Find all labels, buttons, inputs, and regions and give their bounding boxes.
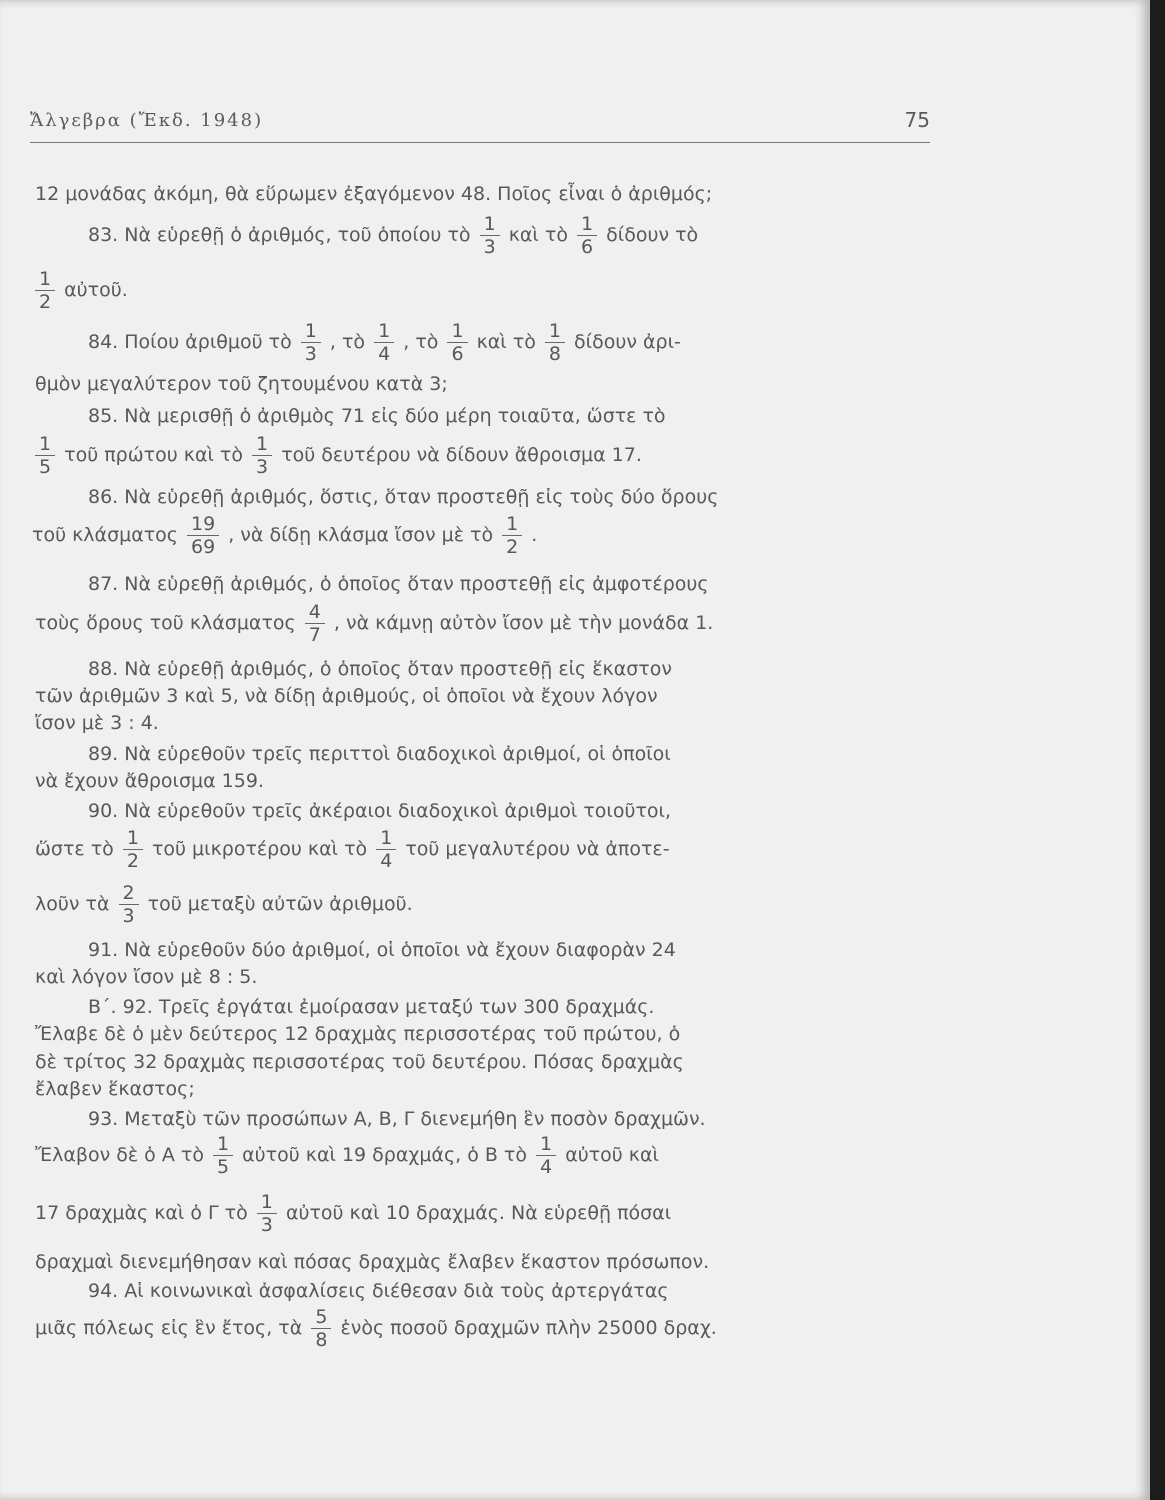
denominator: 4 bbox=[380, 850, 393, 872]
text-run: τοῦ δευτέρου νὰ δίδουν ἄθροισμα 17. bbox=[281, 444, 642, 466]
numerator: 1 bbox=[502, 513, 522, 536]
text-run: δίδουν ἀρι- bbox=[574, 331, 681, 353]
denominator: 8 bbox=[315, 1329, 328, 1351]
fraction bbox=[35, 433, 55, 478]
numerator: 1 bbox=[123, 827, 143, 850]
denominator: 3 bbox=[304, 343, 317, 365]
text-run: , νὰ δίδῃ κλάσμα ἴσον μὲ τὸ bbox=[228, 524, 494, 546]
text-run: τοὺς ὅρους τοῦ κλάσματος bbox=[35, 612, 296, 634]
problem-92-line: Β΄. 92. Τρεῖς ἐργάται ἐμοίρασαν μεταξύ των 300 δραχμάς. bbox=[88, 996, 655, 1018]
numerator: 1 bbox=[536, 1133, 556, 1156]
numerator: 1 bbox=[374, 320, 394, 343]
text-run: τοῦ πρώτου καὶ τὸ bbox=[64, 444, 243, 466]
text-line bbox=[35, 601, 713, 646]
denominator: 5 bbox=[39, 456, 52, 478]
text-run: καὶ τὸ bbox=[476, 331, 536, 353]
text-run: 83. Νὰ εὑρεθῇ ὁ ἀριθμός, τοῦ ὁποίου τὸ bbox=[88, 224, 471, 246]
numerator: 1 bbox=[257, 1191, 277, 1214]
text-line bbox=[32, 433, 642, 478]
denominator: 3 bbox=[256, 456, 269, 478]
denominator: 2 bbox=[126, 850, 139, 872]
text-run: τοῦ κλάσματος bbox=[32, 524, 178, 546]
text-run: μιᾶς πόλεως εἰς ἓν ἔτος, τὰ bbox=[35, 1317, 303, 1339]
text-run: δίδουν τὸ bbox=[606, 224, 699, 246]
fraction bbox=[305, 601, 325, 646]
page-edge-shadow bbox=[1150, 0, 1165, 1500]
denominator: 6 bbox=[581, 236, 594, 258]
problem-91-line: 91. Νὰ εὑρεθοῦν δύο ἀριθμοί, οἱ ὁποῖοι νὰ ἔχουν διαφορὰν 24 bbox=[88, 939, 676, 961]
text-run: αὐτοῦ καὶ bbox=[565, 1144, 659, 1166]
denominator: 4 bbox=[540, 1156, 553, 1178]
text-line: καὶ λόγον ἴσον μὲ 8 : 5. bbox=[35, 966, 258, 988]
problem-90-line: 90. Νὰ εὑρεθοῦν τρεῖς ἀκέραιοι διαδοχικοὶ ἀριθμοὶ τοιοῦτοι, bbox=[88, 800, 671, 822]
problem-83-line bbox=[88, 213, 698, 258]
problem-87-line: 87. Νὰ εὑρεθῇ ἀριθμός, ὁ ὁποῖος ὅταν προστεθῇ εἰς ἀμφοτέρους bbox=[88, 573, 709, 595]
numerator: 1 bbox=[252, 433, 272, 456]
fraction bbox=[480, 213, 500, 258]
text-run: , τὸ bbox=[329, 331, 366, 353]
fraction bbox=[502, 513, 522, 558]
fraction bbox=[374, 320, 394, 365]
fraction bbox=[376, 827, 396, 872]
fraction bbox=[119, 882, 139, 927]
denominator: 2 bbox=[506, 536, 519, 558]
denominator: 4 bbox=[378, 343, 391, 365]
text-run: αὐτοῦ καὶ 19 δραχμάς, ὁ Β τὸ bbox=[242, 1144, 527, 1166]
text-line: 12 μονάδας ἀκόμη, θὰ εὕρωμεν ἐξαγόμενον 48. Ποῖος εἶναι ὁ ἀριθμός; bbox=[35, 183, 713, 205]
denominator: 7 bbox=[308, 624, 321, 646]
denominator: 3 bbox=[260, 1214, 273, 1236]
text-run: τοῦ μεγαλυτέρου νὰ ἀποτε- bbox=[405, 838, 670, 860]
numerator: 1 bbox=[213, 1133, 233, 1156]
text-run: λοῦν τὰ bbox=[35, 893, 110, 915]
running-title: Ἄλγεβρα (Ἔκδ. 1948) bbox=[30, 110, 264, 131]
numerator: 1 bbox=[545, 320, 565, 343]
text-run: ὥστε τὸ bbox=[35, 838, 114, 860]
fraction bbox=[447, 320, 467, 365]
text-line bbox=[35, 1191, 671, 1236]
text-line: Ἔλαβε δὲ ὁ μὲν δεύτερος 12 δραχμὰς περισσοτέρας τοῦ πρώτου, ὁ bbox=[35, 1023, 681, 1045]
text-line: δραχμαὶ διενεμήθησαν καὶ πόσας δραχμὰς ἔλαβεν ἕκαστον πρόσωπον. bbox=[35, 1251, 710, 1273]
text-line: ἴσον μὲ 3 : 4. bbox=[35, 712, 159, 734]
denominator: 3 bbox=[122, 905, 135, 927]
problem-84-line bbox=[88, 320, 681, 365]
text-run: . bbox=[531, 524, 538, 546]
fraction bbox=[577, 213, 597, 258]
text-run: 17 δραχμὰς καὶ ὁ Γ τὸ bbox=[35, 1202, 248, 1224]
problem-94-line: 94. Αἱ κοινωνικαὶ ἀσφαλίσεις διέθεσαν διὰ τοὺς ἀρτεργάτας bbox=[88, 1280, 669, 1302]
denominator: 69 bbox=[190, 536, 216, 558]
problem-93-line: 93. Μεταξὺ τῶν προσώπων Α, Β, Γ διενεμήθη ἓν ποσὸν δραχμῶν. bbox=[88, 1108, 706, 1130]
page-number: 75 bbox=[904, 108, 930, 132]
problem-88-line: 88. Νὰ εὑρεθῇ ἀριθμός, ὁ ὁποῖος ὅταν προστεθῇ εἰς ἕκαστον bbox=[88, 658, 672, 680]
fraction bbox=[213, 1133, 233, 1178]
numerator: 1 bbox=[577, 213, 597, 236]
fraction bbox=[301, 320, 321, 365]
numerator: 1 bbox=[35, 433, 55, 456]
text-line bbox=[35, 1306, 717, 1351]
denominator: 2 bbox=[39, 291, 52, 313]
text-line: νὰ ἔχουν ἄθροισμα 159. bbox=[35, 770, 264, 792]
text-line bbox=[32, 268, 128, 313]
text-run: τοῦ μεταξὺ αὐτῶν ἀριθμοῦ. bbox=[147, 893, 413, 915]
fraction bbox=[35, 268, 55, 313]
numerator: 1 bbox=[480, 213, 500, 236]
text-line bbox=[35, 882, 413, 927]
text-line: τῶν ἀριθμῶν 3 καὶ 5, νὰ δίδῃ ἀριθμούς, οἱ ὁποῖοι νὰ ἔχουν λόγον bbox=[35, 685, 658, 707]
fraction bbox=[187, 513, 219, 558]
problem-89-line: 89. Νὰ εὑρεθοῦν τρεῖς περιττοὶ διαδοχικοὶ ἀριθμοί, οἱ ὁποῖοι bbox=[88, 743, 671, 765]
problem-86-line: 86. Νὰ εὑρεθῇ ἀριθμός, ὅστις, ὅταν προστεθῇ εἰς τοὺς δύο ὅρους bbox=[88, 486, 719, 508]
numerator: 1 bbox=[35, 268, 55, 291]
text-line: ἔλαβεν ἕκαστος; bbox=[35, 1078, 195, 1100]
text-line bbox=[35, 1133, 659, 1178]
text-run: , τὸ bbox=[403, 331, 439, 353]
text-run: τοῦ μικροτέρου καὶ τὸ bbox=[151, 838, 368, 860]
text-run: ἑνὸς ποσοῦ δραχμῶν πλὴν 25000 δραχ. bbox=[340, 1317, 717, 1339]
text-line: δὲ τρίτος 32 δραχμὰς περισσοτέρας τοῦ δευτέρου. Πόσας δραχμὰς bbox=[35, 1051, 684, 1073]
fraction bbox=[123, 827, 143, 872]
text-run: 84. Ποίου ἀριθμοῦ τὸ bbox=[88, 331, 292, 353]
denominator: 3 bbox=[483, 236, 496, 258]
numerator: 19 bbox=[187, 513, 219, 536]
text-run: αὐτοῦ καὶ 10 δραχμάς. Νὰ εὑρεθῇ πόσαι bbox=[285, 1202, 672, 1224]
numerator: 5 bbox=[311, 1306, 331, 1329]
text-line: θμὸν μεγαλύτερον τοῦ ζητουμένου κατὰ 3; bbox=[35, 373, 448, 395]
text-run: Ἔλαβον δὲ ὁ Α τὸ bbox=[35, 1144, 204, 1166]
text-run: αὐτοῦ. bbox=[64, 279, 128, 301]
denominator: 6 bbox=[451, 343, 464, 365]
problem-85-line: 85. Νὰ μερισθῇ ὁ ἀριθμὸς 71 εἰς δύο μέρη τοιαῦτα, ὥστε τὸ bbox=[88, 405, 666, 427]
numerator: 1 bbox=[447, 320, 467, 343]
numerator: 2 bbox=[119, 882, 139, 905]
fraction bbox=[545, 320, 565, 365]
text-run: , νὰ κάμνῃ αὐτὸν ἴσον μὲ τὴν μονάδα 1. bbox=[333, 612, 714, 634]
text-run: καὶ τὸ bbox=[508, 224, 568, 246]
text-line bbox=[32, 513, 537, 558]
fraction bbox=[252, 433, 272, 478]
fraction bbox=[536, 1133, 556, 1178]
text-line bbox=[35, 827, 670, 872]
numerator: 4 bbox=[305, 601, 325, 624]
denominator: 8 bbox=[548, 343, 561, 365]
fraction bbox=[257, 1191, 277, 1236]
fraction bbox=[311, 1306, 331, 1351]
numerator: 1 bbox=[301, 320, 321, 343]
denominator: 5 bbox=[217, 1156, 230, 1178]
numerator: 1 bbox=[376, 827, 396, 850]
